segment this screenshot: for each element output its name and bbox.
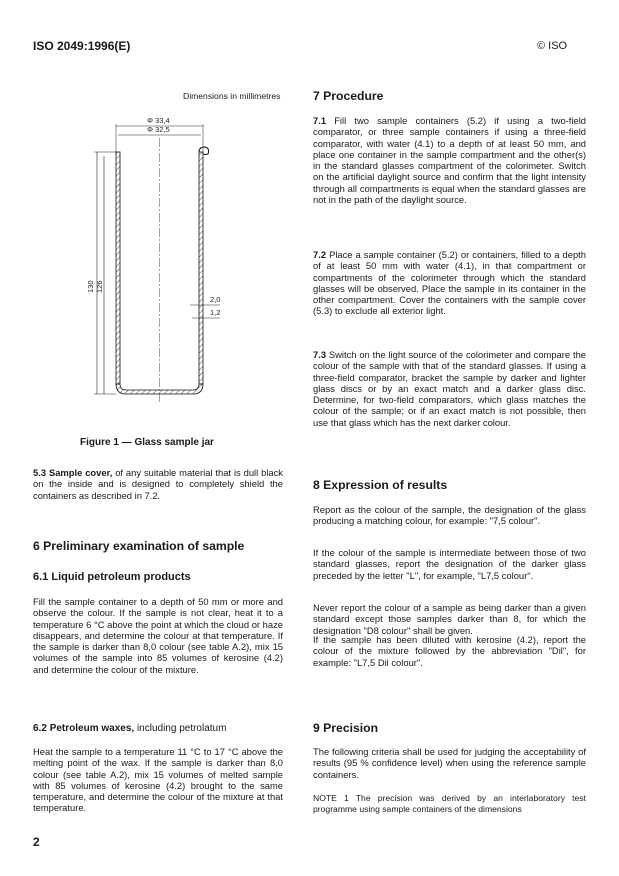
dim-height-inner: 126 <box>95 280 104 293</box>
figure-glass-jar <box>80 110 220 430</box>
section-8-p3: Never report the colour of a sample as being darker than a given standard except those samples darker than 8, for which the designation "D8 colour" shall be given. <box>313 602 586 636</box>
section-9-note: NOTE 1 The precision was derived by an interlaboratory test programme using sample containers of the dimensions <box>313 793 586 814</box>
dim-wall-inner: 1,2 <box>210 308 220 317</box>
section-7-heading: 7 Procedure <box>313 89 384 103</box>
section-7-2 <box>313 249 586 317</box>
section-7-1 <box>313 115 586 205</box>
section-7-2-text: Place a sample container (5.2) or containers, filled to a depth of at least 50 mm with water (4.1), in that compartment or compartments of the colorimeter through which the standard glasses will be observed. Place the sample in its container in the other compartment. Cover the containers with the sample cover (5.3) to exclude all exterior light. <box>313 249 586 317</box>
section-8-heading: 8 Expression of results <box>313 478 448 492</box>
section-7-3-number: 7.3 <box>313 349 327 360</box>
section-5-3-text: of any suitable material that is dull black on the inside and is designed to completely shield the containers as described in 7.2. <box>33 467 283 501</box>
section-5-3-number: 5.3 <box>33 467 47 478</box>
section-5-3 <box>33 467 283 501</box>
section-9-p1: The following criteria shall be used for judging the acceptability of results (95 % confidence level) when using the reference sample containers. <box>313 746 586 780</box>
section-7-3-text: Switch on the light source of the colorimeter and compare the colour of the sample with that of the standard glasses. If using a three-field comparator, bracket the sample by darker and lighter glass discs or by an exact match and a darker glass disc. Determine, for two-field comparators, which glass matches the colour of the sample; or if an exact match is not possible, then use that glass which has the next darker colour. <box>313 349 586 428</box>
dim-outer-diameter: Φ 33,4 <box>147 116 170 125</box>
section-8-p2: If the colour of the sample is intermediate between those of two standard glasses, report the designation of the darker glass preceded by the letter "L", for example, "L7,5 colour". <box>313 547 586 581</box>
section-6-2-subtitle: including petrolatum <box>134 723 227 734</box>
jar-left-wall <box>116 152 120 384</box>
section-5-3-title: Sample cover, <box>48 467 113 478</box>
page-number: 2 <box>33 835 40 849</box>
section-6-heading: 6 Preliminary examination of sample <box>33 539 245 553</box>
section-7-1-number: 7.1 <box>313 115 327 126</box>
section-6-2-title: Petroleum waxes, <box>49 723 135 734</box>
dim-height-outer: 130 <box>86 280 95 293</box>
section-9-heading: 9 Precision <box>313 721 379 735</box>
section-6-2-heading <box>33 723 226 734</box>
standard-number: ISO 2049:1996(E) <box>33 39 131 53</box>
dim-inner-diameter: Φ 32,5 <box>147 125 170 134</box>
section-7-2-number: 7.2 <box>313 249 327 260</box>
jar-right-wall <box>199 152 203 384</box>
dim-wall-outer: 2,0 <box>210 295 220 304</box>
section-6-1-text: Fill the sample container to a depth of 50 mm or more and observe the colour. If the sample is not clear, heat it to a temperature 6 °C above the point at which the cloud or haze disappears, and determine the colour at that temperature. If the sample is darker than 8,0 colour (see table A.2), mix 15 volumes of the sample into 85 volumes of kerosine (4.2) and determine the colour of the mixture. <box>33 596 283 675</box>
figure-caption: Figure 1 — Glass sample jar <box>80 437 214 448</box>
section-6-1-heading: 6.1 Liquid petroleum products <box>33 571 191 583</box>
section-6-2-number: 6.2 <box>33 723 47 734</box>
section-7-1-text: Fill two sample containers (5.2) if using a two-field comparator, or three sample containers if using a three-field comparator, with water (4.1) to a depth of at least 50 mm, and place one container in the sample compartment and the other(s) in the standard glasses compartment of the colorimeter. Switch on the artificial daylight source and confirm that the light intensity through all compartments is equal when the standard glasses are not in the path of the daylight source. <box>313 115 586 206</box>
section-8-p1: Report as the colour of the sample, the designation of the glass producing a matching colour, for example: "7,5 colour". <box>313 504 586 527</box>
copyright: © ISO <box>537 40 568 52</box>
dimensions-note: Dimensions in millimetres <box>183 91 281 101</box>
section-7-3 <box>313 349 586 428</box>
section-6-2-text: Heat the sample to a temperature 11 °C to 17 °C above the melting point of the wax. If the sample is darker than 8,0 colour (see table A.2), mix 15 volumes of melted sample with 85 volumes of kerosine (4.2) brought to the same temperature, and determine the colour of the mixture at that temperature. <box>33 746 283 814</box>
section-8-p4: If the sample has been diluted with kerosine (4.2), report the colour of the mixture followed by the abbreviation "Dil", for example: "L7,5 Dil colour". <box>313 634 586 668</box>
